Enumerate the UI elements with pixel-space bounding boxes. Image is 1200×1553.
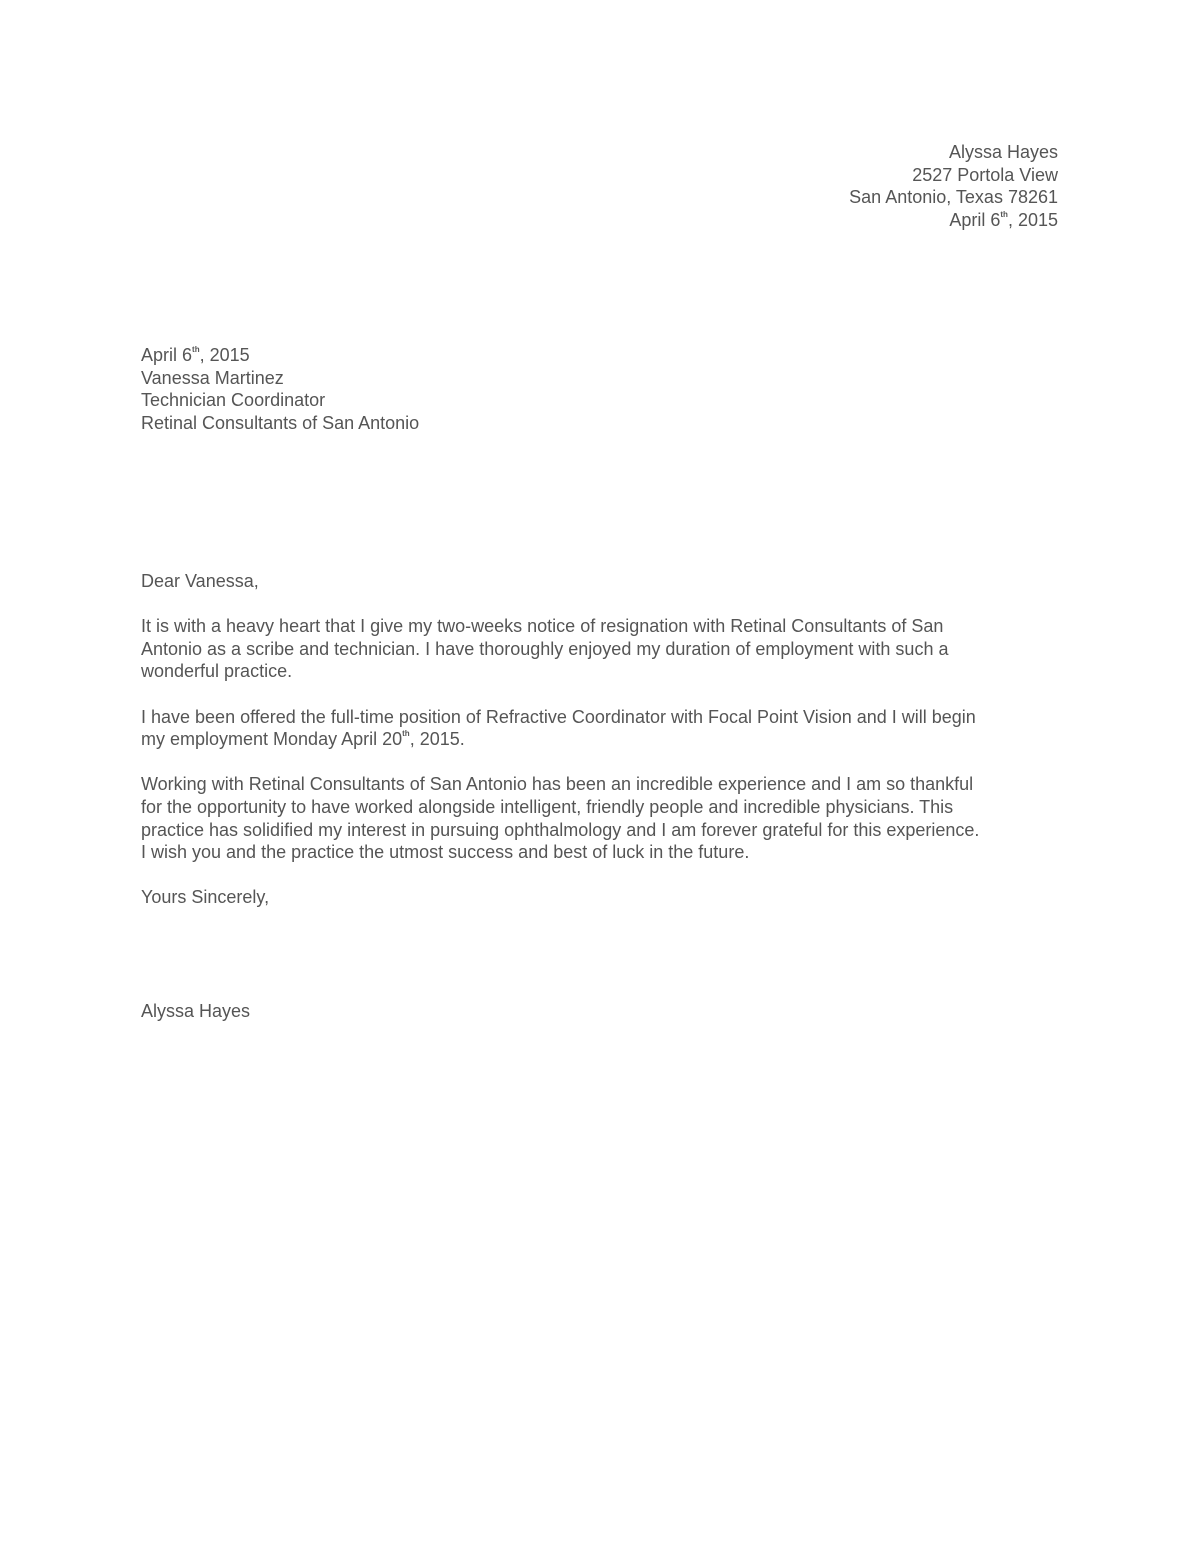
recipient-date xyxy=(141,344,419,367)
recipient-title: Technician Coordinator xyxy=(141,390,326,411)
sender-name: Alyssa Hayes xyxy=(948,142,1058,162)
paragraph-line xyxy=(141,728,1076,751)
start-date-suffix: , 2015. xyxy=(409,729,465,750)
paragraph-line: It is with a heavy heart that I give my two-weeks notice of resignation with Retinal Consultants of San xyxy=(141,616,944,637)
paragraph-gratitude xyxy=(141,773,1076,863)
paragraph-line: Working with Retinal Consultants of San Antonio has been an incredible experience and I am so thankful xyxy=(141,774,974,795)
sender-street: 2527 Portola View xyxy=(912,164,1058,185)
paragraph-line: for the opportunity to have worked alongside intelligent, friendly people and incredible physicians. This xyxy=(141,796,954,817)
paragraph-line: I have been offered the full-time position of Refractive Coordinator with Focal Point Vision and I will begin xyxy=(141,706,976,727)
signature-name-text: Alyssa Hayes xyxy=(141,1000,251,1021)
start-date-prefix: my employment Monday April 20 xyxy=(141,729,403,750)
paragraph-line: Antonio as a scribe and technician. I have thoroughly enjoyed my duration of employment with such a xyxy=(141,638,949,659)
letter-body xyxy=(141,570,1076,1045)
sender-date-sup: th xyxy=(1000,209,1008,219)
closing xyxy=(141,886,1076,909)
recipient-address-block xyxy=(141,344,419,434)
salutation xyxy=(141,570,1076,593)
paragraph-resignation xyxy=(141,615,1076,683)
sender-date-prefix: April 6 xyxy=(949,209,1001,230)
paragraph-line: practice has solidified my interest in pursuing ophthalmology and I am forever grateful for this experience. xyxy=(141,819,980,840)
paragraph-line: I wish you and the practice the utmost success and best of luck in the future. xyxy=(141,842,750,863)
recipient-name: Vanessa Martinez xyxy=(141,367,284,388)
closing-text: Yours Sincerely, xyxy=(141,887,270,908)
recipient-organization: Retinal Consultants of San Antonio xyxy=(141,412,420,433)
recipient-date-sup: th xyxy=(192,345,200,354)
sender-date-suffix: , 2015 xyxy=(1007,209,1058,230)
start-date-sup: th xyxy=(402,729,410,739)
paragraph-line: wonderful practice. xyxy=(141,661,293,682)
sender-address-block xyxy=(849,141,1058,231)
recipient-date-prefix: April 6 xyxy=(141,345,193,365)
signature-space xyxy=(141,932,1076,1000)
paragraph-new-position xyxy=(141,706,1076,751)
salutation-text: Dear Vanessa, xyxy=(141,571,259,591)
recipient-date-suffix: , 2015 xyxy=(199,345,250,365)
sender-city-line: San Antonio, Texas 78261 xyxy=(849,187,1058,208)
sender-date xyxy=(849,209,1058,232)
signature-name xyxy=(141,1000,1076,1023)
